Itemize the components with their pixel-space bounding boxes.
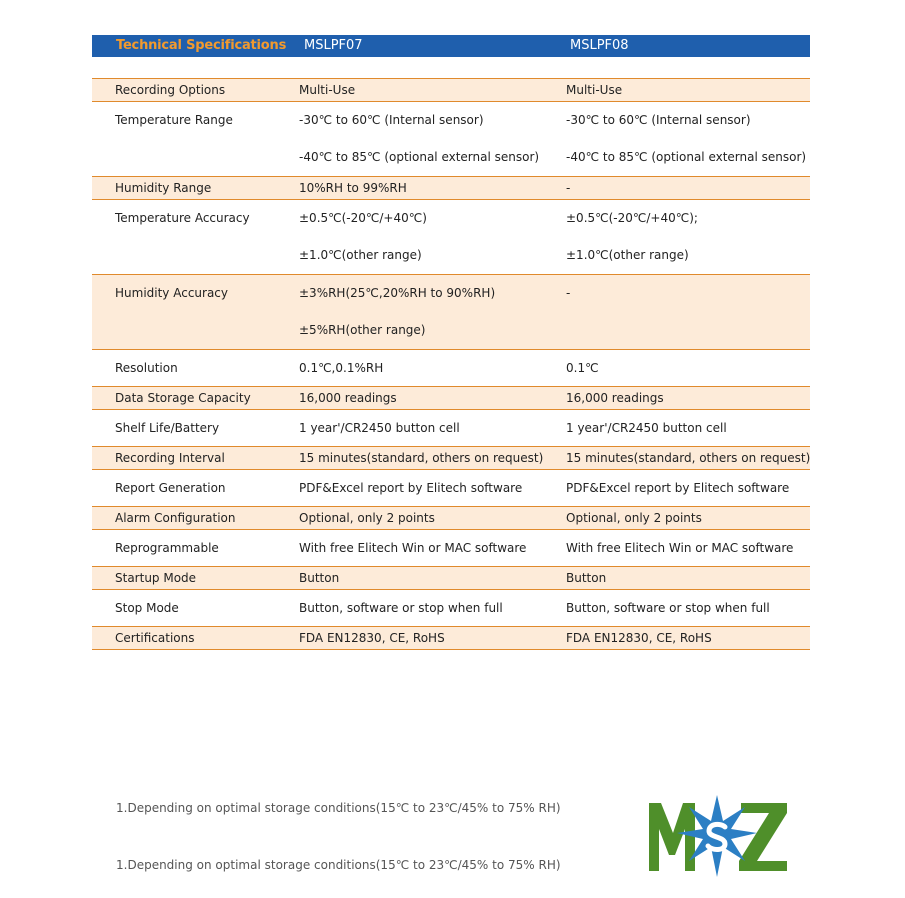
- table-row: [92, 470, 810, 507]
- table-row: [92, 102, 810, 177]
- model1-value: [299, 113, 539, 164]
- model1-value: PDF&Excel report by Elitech software: [299, 481, 523, 495]
- model2-value: With free Elitech Win or MAC software: [566, 541, 794, 555]
- model1-value: 16,000 readings: [299, 391, 397, 405]
- row-label: Data Storage Capacity: [115, 391, 251, 405]
- row-label: Shelf Life/Battery: [115, 421, 220, 435]
- footnote: 1.Depending on optimal storage conditions(15℃ to 23℃/45% to 75% RH): [116, 801, 561, 815]
- value-line: ±3%RH(25℃,20%RH to 90%RH): [299, 286, 496, 300]
- model-column-header-1: MSLPF07: [304, 38, 363, 53]
- value-line: ±0.5℃(-20℃/+40℃): [299, 211, 427, 225]
- row-label: Alarm Configuration: [115, 511, 236, 525]
- model2-value: PDF&Excel report by Elitech software: [566, 481, 790, 495]
- table-row: [92, 627, 810, 650]
- model2-value: [566, 113, 806, 164]
- model1-value: Button: [299, 571, 340, 585]
- model2-value: Button, software or stop when full: [566, 601, 770, 615]
- row-label: Humidity Accuracy: [115, 286, 229, 300]
- model2-value: FDA EN12830, CE, RoHS: [566, 631, 712, 645]
- row-label: Startup Mode: [115, 571, 197, 585]
- table-row: [92, 590, 810, 627]
- row-label: Temperature Range: [115, 113, 233, 127]
- value-line: -30℃ to 60℃ (Internal sensor): [299, 113, 484, 127]
- value-line: ±1.0℃(other range): [299, 248, 422, 262]
- model2-value: Button: [566, 571, 607, 585]
- table-row: [92, 78, 810, 102]
- model2-value: 0.1℃: [566, 361, 599, 375]
- table-row: [92, 387, 810, 410]
- model2-value: Multi-Use: [566, 83, 623, 97]
- row-label: Report Generation: [115, 481, 226, 495]
- table-row: [92, 507, 810, 530]
- row-label: Recording Interval: [115, 451, 225, 465]
- value-line: ±5%RH(other range): [299, 323, 426, 337]
- model2-value: -: [566, 181, 571, 195]
- value-line: -: [566, 286, 571, 300]
- model1-value: [299, 211, 427, 262]
- model2-value: [566, 211, 698, 262]
- row-label: Resolution: [115, 361, 178, 375]
- table-row: [92, 410, 810, 447]
- table-row: [92, 177, 810, 200]
- table-row: [92, 530, 810, 567]
- table-row: [92, 447, 810, 470]
- value-line: -30℃ to 60℃ (Internal sensor): [566, 113, 751, 127]
- model1-value: Optional, only 2 points: [299, 511, 435, 525]
- model1-value: FDA EN12830, CE, RoHS: [299, 631, 445, 645]
- spec-table: [92, 78, 810, 650]
- spec-header-title: Technical Specifications: [116, 38, 287, 53]
- row-label: Certifications: [115, 631, 195, 645]
- value-line: -40℃ to 85℃ (optional external sensor): [299, 150, 540, 164]
- table-row: [92, 200, 810, 275]
- model1-value: 1 year'/CR2450 button cell: [299, 421, 460, 435]
- row-label: Stop Mode: [115, 601, 179, 615]
- msz-logo-icon: [645, 793, 790, 879]
- model2-value: 16,000 readings: [566, 391, 664, 405]
- model2-value: Optional, only 2 points: [566, 511, 702, 525]
- model1-value: Multi-Use: [299, 83, 356, 97]
- row-label: Humidity Range: [115, 181, 212, 195]
- model1-value: Button, software or stop when full: [299, 601, 503, 615]
- model-column-header-2: MSLPF08: [570, 38, 629, 53]
- model1-value: With free Elitech Win or MAC software: [299, 541, 527, 555]
- table-row: [92, 275, 810, 350]
- model2-value: [566, 286, 570, 300]
- model1-value: 15 minutes(standard, others on request): [299, 451, 544, 465]
- row-label: Temperature Accuracy: [115, 211, 250, 225]
- model1-value: [299, 286, 495, 337]
- value-line: -40℃ to 85℃ (optional external sensor): [566, 150, 807, 164]
- footnote: 1.Depending on optimal storage conditions(15℃ to 23℃/45% to 75% RH): [116, 858, 561, 872]
- row-label: Reprogrammable: [115, 541, 219, 555]
- table-row: [92, 350, 810, 387]
- model2-value: 15 minutes(standard, others on request): [566, 451, 811, 465]
- model1-value: 0.1℃,0.1%RH: [299, 361, 384, 375]
- value-line: ±0.5℃(-20℃/+40℃);: [566, 211, 698, 225]
- table-row: [92, 567, 810, 590]
- spec-header-bar: [92, 35, 810, 57]
- row-label: Recording Options: [115, 83, 226, 97]
- model2-value: 1 year'/CR2450 button cell: [566, 421, 727, 435]
- model1-value: 10%RH to 99%RH: [299, 181, 407, 195]
- value-line: ±1.0℃(other range): [566, 248, 689, 262]
